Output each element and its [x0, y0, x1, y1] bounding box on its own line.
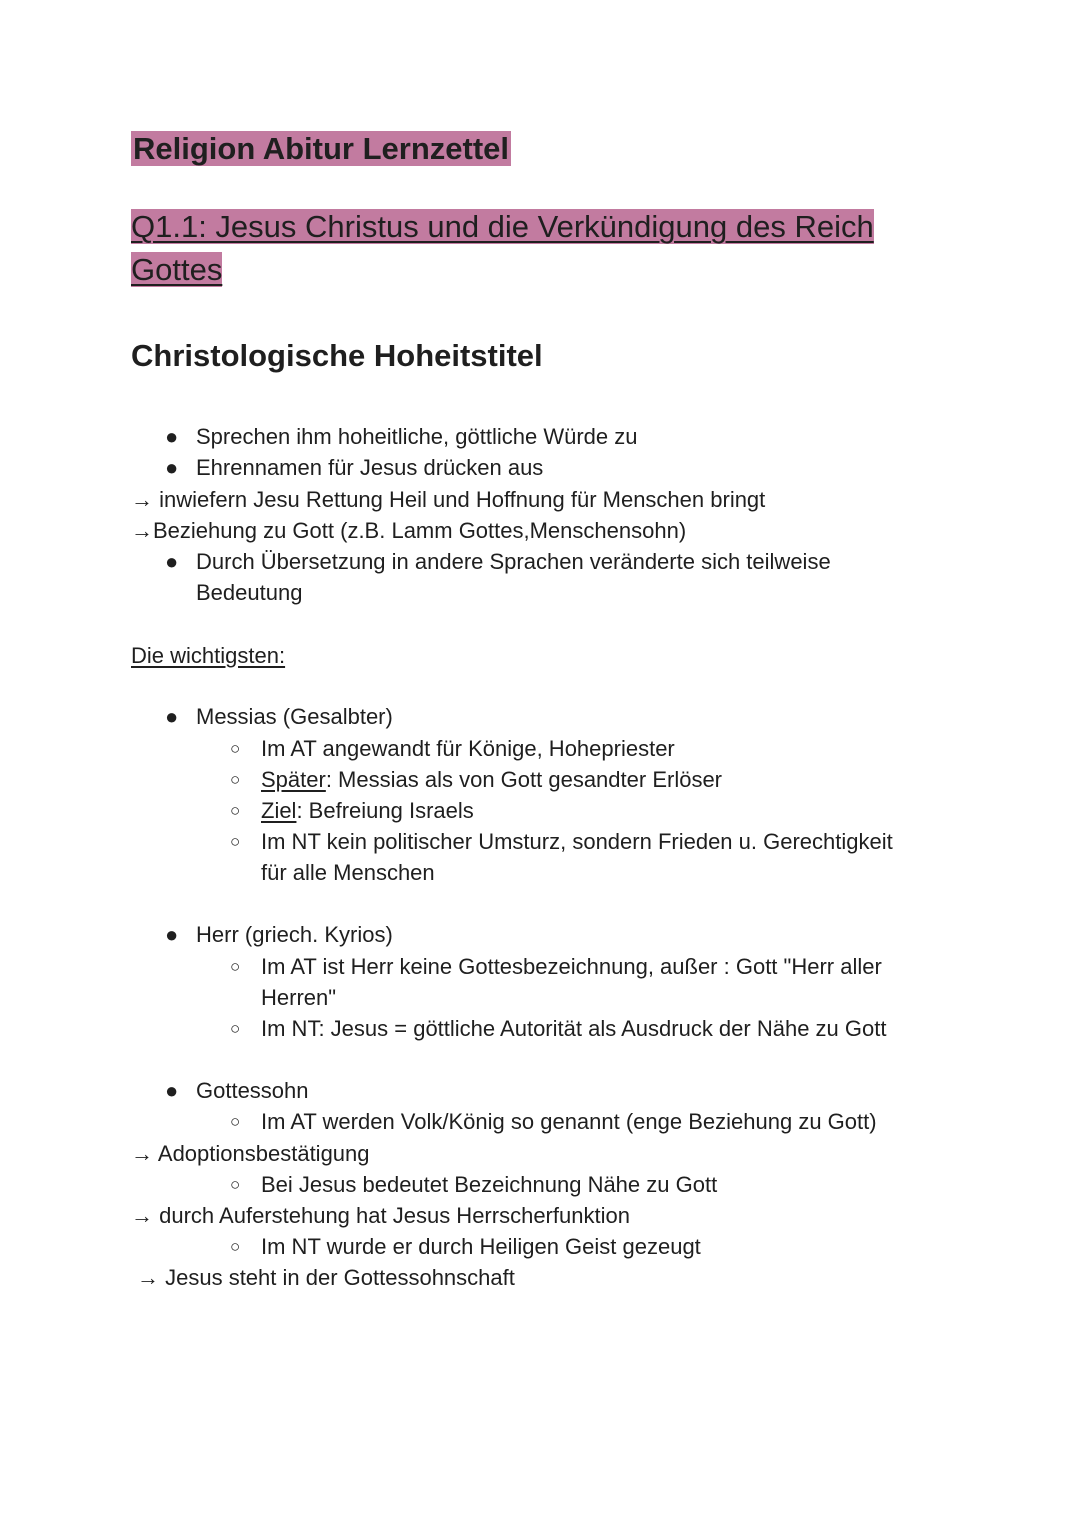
circle-bullet-icon: ○ — [230, 1019, 241, 1038]
intro-bullet-1: Sprechen ihm hoheitliche, göttliche Würde zu — [196, 424, 638, 449]
circle-bullet-icon: ○ — [230, 832, 241, 851]
intro-bullet-2: Ehrennamen für Jesus drücken aus — [196, 455, 544, 480]
gottessohn-title: Gottessohn — [196, 1078, 309, 1103]
herr-title: Herr (griech. Kyrios) — [196, 922, 393, 947]
bullet-icon: ● — [165, 704, 179, 729]
messias-item-3-text: : Befreiung Israels — [296, 798, 474, 823]
gottessohn-item-2: Bei Jesus bedeutet Bezeichnung Nähe zu Gott — [261, 1172, 718, 1197]
messias-title: Messias (Gesalbter) — [196, 704, 393, 729]
messias-item-1: Im AT angewandt für Könige, Hohepriester — [261, 736, 675, 761]
circle-bullet-icon: ○ — [230, 1112, 241, 1131]
document-title-text: Religion Abitur Lernzettel — [133, 131, 510, 166]
gottessohn-arrow-2: → durch Auferstehung hat Jesus Herrscherfunktion — [131, 1203, 630, 1228]
gottessohn-arrow-3: → Jesus steht in der Gottessohnschaft — [137, 1265, 515, 1290]
intro-arrow-2: →Beziehung zu Gott (z.B. Lamm Gottes,Menschensohn) — [131, 518, 687, 543]
bullet-icon: ● — [165, 1078, 179, 1103]
circle-bullet-icon: ○ — [230, 957, 241, 976]
circle-bullet-icon: ○ — [230, 801, 241, 820]
gottessohn-item-3: Im NT wurde er durch Heiligen Geist gezeugt — [261, 1234, 701, 1259]
messias-item-2 — [261, 764, 722, 795]
messias-item-2-text: : Messias als von Gott gesandter Erlöser — [325, 767, 722, 792]
bullet-icon: ● — [165, 549, 179, 574]
circle-bullet-icon: ○ — [230, 1237, 241, 1256]
circle-bullet-icon: ○ — [230, 770, 241, 789]
chapter-heading-text: Q1.1: Jesus Christus und die Verkündigung des Reich Gottes — [131, 209, 874, 287]
circle-bullet-icon: ○ — [230, 1175, 241, 1194]
messias-item-3-label: Ziel — [261, 798, 297, 823]
intro-arrow-1: → inwiefern Jesu Rettung Heil und Hoffnung für Menschen bringt — [131, 487, 766, 512]
chapter-heading — [131, 205, 951, 291]
messias-item-4-line-2: für alle Menschen — [261, 860, 435, 885]
messias-item-3 — [261, 795, 474, 826]
gottessohn-arrow-1: → Adoptionsbestätigung — [131, 1141, 370, 1166]
intro-bullet-3-line-1: Durch Übersetzung in andere Sprachen veränderte sich teilweise — [196, 549, 831, 574]
herr-item-1-line-2: Herren" — [261, 985, 337, 1010]
document-title — [131, 129, 511, 169]
herr-item-2: Im NT: Jesus = göttliche Autorität als Ausdruck der Nähe zu Gott — [261, 1016, 887, 1041]
messias-item-4-line-1: Im NT kein politischer Umsturz, sondern Frieden u. Gerechtigkeit — [261, 829, 893, 854]
circle-bullet-icon: ○ — [230, 739, 241, 758]
messias-item-2-label: Später — [261, 767, 326, 792]
bullet-icon: ● — [165, 922, 179, 947]
herr-item-1-line-1: Im AT ist Herr keine Gottesbezeichnung, außer : Gott "Herr aller — [261, 954, 882, 979]
section-heading: Christologische Hoheitstitel — [131, 338, 543, 373]
subheading: Die wichtigsten: — [131, 643, 286, 668]
bullet-icon: ● — [165, 424, 179, 449]
bullet-icon: ● — [165, 455, 179, 480]
intro-bullet-3-line-2: Bedeutung — [196, 580, 303, 605]
gottessohn-item-1: Im AT werden Volk/König so genannt (enge Beziehung zu Gott) — [261, 1109, 877, 1134]
